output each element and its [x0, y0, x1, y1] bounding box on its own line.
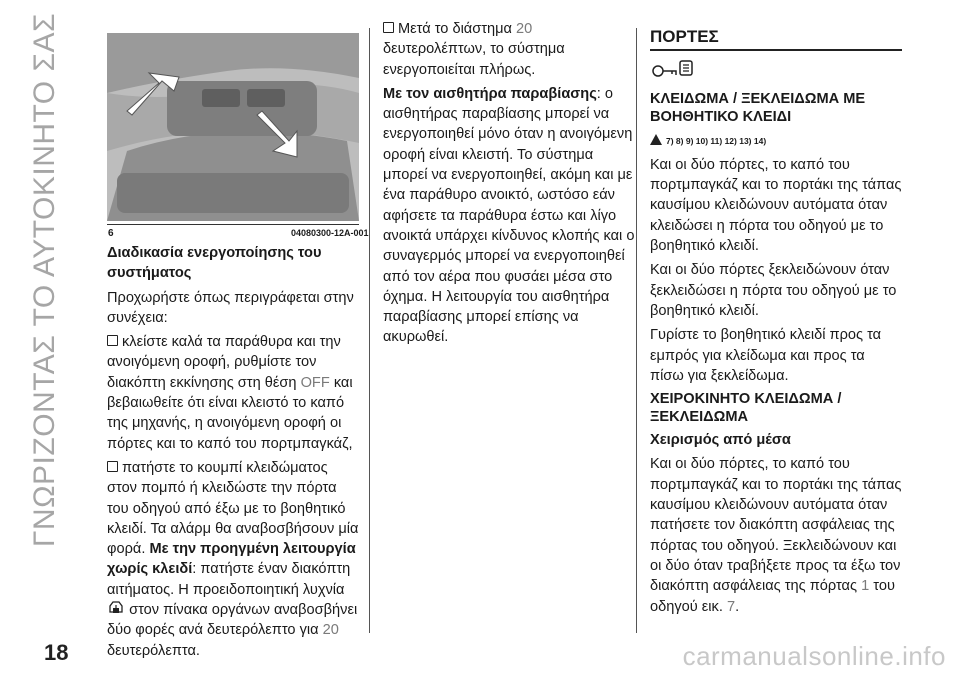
column-1 [107, 243, 359, 665]
subheading-key-lock: ΚΛΕΙΔΩΜΑ / ΞΕΚΛΕΙΔΩΜΑ ΜΕ ΒΟΗΘΗΤΙΚΟ ΚΛΕΙΔΙ [650, 90, 866, 125]
figure-rule [107, 224, 359, 225]
watermark: carmanualsonline.info [682, 641, 946, 671]
procedure-intro: Προχωρήστε όπως περιγράφεται στην συνέχεια: [107, 289, 354, 326]
column-3 [650, 27, 902, 621]
paragraph-1: Και οι δύο πόρτες, το καπό του πορτμπαγκάζ και το πορτάκι της τάπας καυσίμου κλειδώνουν αυτόματα όταν κλειδώσει η πόρτα του οδηγού με το βοηθητικό κλειδί. [650, 156, 902, 255]
subheading-inside-operation: Χειρισμός από μέσα [650, 432, 791, 449]
paragraph-3: Γυρίστε το βοηθητικό κλειδί προς τα εμπρός για κλείδωμα και προς τα πίσω για ξεκλείδωμα. [650, 327, 882, 384]
subheading-manual-lock: ΧΕΙΡΟΚΙΝΗΤΟ ΚΛΕΙΔΩΜΑ / ΞΕΚΛΕΙΔΩΜΑ [650, 391, 842, 426]
column-2 [383, 19, 635, 352]
car-alarm-warning-icon [107, 600, 125, 616]
interior-roof-photo [107, 33, 359, 221]
section-title: ΠΟΡΤΕΣ [650, 27, 719, 46]
procedure-step-2: πατήστε το κουμπί κλειδώματος στον πομπό ή κλειδώστε την πόρτα του οδηγού από έξω με το βοηθητικό κλειδί. Τα αλάρμ θα αναβοσβήσουν μία φορά. Με την προηγμένη λειτουργία χωρίς κλειδί: πατήστε έναν διακόπτη αιτήματος. Η προειδοποιητική λυχνία στον πίνακα οργάνων αναβοσβήνει δύο φορές ανά δευτερόλεπτο για 20 δευτερόλεπτα. [107, 459, 359, 659]
checkbox-icon [107, 461, 118, 472]
section-title-rule [650, 49, 902, 51]
page-number: 18 [44, 640, 69, 665]
paragraph-4: Και οι δύο πόρτες, το καπό του πορτμπαγκάζ και το πορτάκι της τάπας καυσίμου κλειδώνουν αυτόματα όταν πατήσετε τον διακόπτη ασφάλειας της πόρτας του οδηγού. Ξεκλειδώνουν και οι δύο όταν τραβήξετε προς τα έξω τον διακόπτη ασφάλειας της πόρτας 1 του οδηγού εικ. 7. [650, 456, 902, 615]
column-divider-2 [636, 28, 637, 633]
figure-number: 6 [108, 228, 114, 239]
checkbox-icon [107, 335, 118, 346]
warning-triangle-icon [650, 134, 662, 145]
side-chapter-title: ΓΝΩΡΙΖΟΝΤΑΣ ΤΟ ΑΥΤΟΚΙΝΗΤΟ ΣΑΣ [28, 12, 62, 548]
roof-console-illustration [107, 33, 359, 221]
column-divider-1 [369, 28, 370, 633]
procedure-step-3: Μετά το διάστημα 20 δευτερολέπτων, το σύστημα ενεργοποιείται πλήρως. [383, 21, 565, 78]
tamper-sensor-paragraph: Με τον αισθητήρα παραβίασης: ο αισθητήρας παραβίασης μπορεί να ενεργοποιηθεί μόνο όταν η ανοιγόμενη οροφή είναι κλειστή. Το σύστημα μπορεί να ενεργοποιηθεί, ακόμη και με ένα παράθυρο ανοικτό, ωστόσο εάν αφήσετε τα παράθυρα έστω και λίγο ανοικτά υπάρχει κίνδυνος κλοπής και ο συναγερμός μπορεί να ενεργοποιηθεί από τον αέρα που φυσάει μέσα στο όχημα. Η λειτουργία του αισθητήρα παραβίασης μπορεί επίσης να ακυρωθεί. [383, 85, 635, 346]
procedure-step-1: κλείστε καλά τα παράθυρα και την ανοιγόμενη οροφή, ρυθμίστε τον διακόπτη εκκίνησης στη θέση OFF και βεβαιωθείτε ότι είναι κλειστό το καπό της μηχανής, η ανοιγόμενη οροφή οι πόρτες και το καπό του πορτμπαγκάζ, [107, 334, 353, 452]
key-symbol-icon [650, 57, 902, 85]
paragraph-2: Και οι δύο πόρτες ξεκλειδώνουν όταν ξεκλειδώσει η πόρτα του οδηγού με το βοηθητικό κλειδί. [650, 262, 897, 319]
warning-notes: 7) 8) 9) 10) 11) 12) 13) 14) [650, 130, 902, 151]
figure-code: 04080300-12A-001 [291, 228, 369, 238]
procedure-heading: Διαδικασία ενεργοποίησης του συστήματος [107, 245, 322, 282]
checkbox-icon [383, 22, 394, 33]
